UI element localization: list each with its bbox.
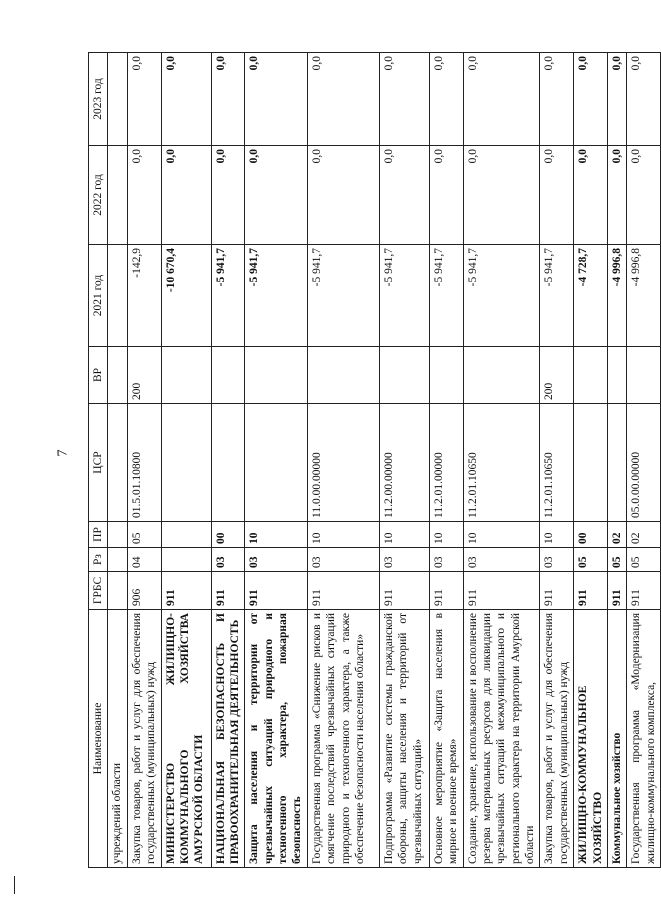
cell-grbs: 906 — [127, 572, 161, 610]
cell-name: МИНИСТЕРСТВО ЖИЛИЩНО-КОММУНАЛЬНОГО ХОЗЯЙСТВА АМУРСКОЙ ОБЛАСТИ — [161, 610, 211, 868]
table-row — [211, 53, 245, 868]
cell-rz — [108, 548, 127, 572]
cell-vr — [108, 347, 127, 404]
cell-2021: -4 728,7 — [574, 245, 608, 347]
col-header-vr: ВР — [89, 347, 108, 404]
cell-pr: 02 — [607, 522, 626, 548]
cell-2021: -142,9 — [127, 245, 161, 347]
cell-2023: 0,0 — [429, 53, 463, 146]
cell-2021 — [108, 245, 127, 347]
cell-vr — [245, 347, 308, 404]
budget-table-rotated — [88, 53, 657, 868]
cell-csr — [161, 404, 211, 522]
cell-csr — [607, 404, 626, 522]
cell-name: Создание, хранение, использование и восполнение резерва материальных ресурсов для ликвидации чрезвычайных ситуаций межмуниципального и регионального характера на территории Амурской области — [463, 610, 540, 868]
cell-pr: 02 — [627, 522, 661, 548]
col-header-pr: ПР — [89, 522, 108, 548]
cell-rz: 03 — [211, 548, 245, 572]
cell-2022: 0,0 — [379, 146, 429, 245]
scan-mark — [14, 876, 15, 894]
budget-table-container — [88, 53, 657, 868]
cell-rz: 05 — [574, 548, 608, 572]
cell-2023: 0,0 — [127, 53, 161, 146]
cell-2023 — [108, 53, 127, 146]
cell-grbs: 911 — [463, 572, 540, 610]
cell-2021: -5 941,7 — [463, 245, 540, 347]
cell-rz: 04 — [127, 548, 161, 572]
table-row — [463, 53, 540, 868]
col-header-grbs: ГРБС — [89, 572, 108, 610]
cell-2023: 0,0 — [607, 53, 626, 146]
cell-2021: -5 941,7 — [429, 245, 463, 347]
cell-2022: 0,0 — [540, 146, 574, 245]
cell-rz: 03 — [307, 548, 379, 572]
cell-grbs: 911 — [379, 572, 429, 610]
cell-pr: 10 — [429, 522, 463, 548]
cell-vr — [463, 347, 540, 404]
cell-rz: 03 — [379, 548, 429, 572]
cell-2023: 0,0 — [463, 53, 540, 146]
cell-csr — [211, 404, 245, 522]
cell-grbs: 911 — [211, 572, 245, 610]
cell-2022: 0,0 — [607, 146, 626, 245]
table-row — [540, 53, 574, 868]
cell-name: Основное мероприятие «Защита населения в мирное и военное время» — [429, 610, 463, 868]
cell-vr — [161, 347, 211, 404]
cell-2023: 0,0 — [627, 53, 661, 146]
cell-name: ЖИЛИЩНО-КОММУНАЛЬНОЕ ХОЗЯЙСТВО — [574, 610, 608, 868]
cell-2022: 0,0 — [627, 146, 661, 245]
cell-csr: 11.2.01.10650 — [463, 404, 540, 522]
cell-vr — [307, 347, 379, 404]
cell-2023: 0,0 — [245, 53, 308, 146]
table-row — [574, 53, 608, 868]
cell-2021: -5 941,7 — [211, 245, 245, 347]
cell-vr — [627, 347, 661, 404]
col-header-2022: 2022 год — [89, 146, 108, 245]
cell-rz: 03 — [540, 548, 574, 572]
cell-grbs — [108, 572, 127, 610]
cell-vr — [429, 347, 463, 404]
cell-grbs: 911 — [540, 572, 574, 610]
cell-rz: 03 — [429, 548, 463, 572]
cell-grbs: 911 — [574, 572, 608, 610]
page-number: 7 — [55, 449, 71, 457]
cell-name: Коммунальное хозяйство — [607, 610, 626, 868]
cell-name: Государственная программа «Снижение рисков и смягчение последствий чрезвычайных ситуаций природного и техногенного характера, а также обеспечение безопасности населения области» — [307, 610, 379, 868]
cell-rz: 03 — [463, 548, 540, 572]
cell-pr: 10 — [463, 522, 540, 548]
cell-2021: -4 996,8 — [627, 245, 661, 347]
cell-2021: -5 941,7 — [307, 245, 379, 347]
cell-pr — [161, 522, 211, 548]
cell-csr: 11.0.00.00000 — [307, 404, 379, 522]
cell-pr: 05 — [127, 522, 161, 548]
table-row — [127, 53, 161, 868]
cell-rz: 05 — [627, 548, 661, 572]
table-row — [108, 53, 127, 868]
cell-name: Защита населения и территории от чрезвычайных ситуаций природного и техногенного характера, пожарная безопасность — [245, 610, 308, 868]
cell-pr: 10 — [245, 522, 308, 548]
cell-2023: 0,0 — [574, 53, 608, 146]
cell-grbs: 911 — [607, 572, 626, 610]
cell-vr — [211, 347, 245, 404]
cell-name: Подпрограмма «Развитие системы гражданской обороны, защиты населения и территорий от чрезвычайных ситуаций» — [379, 610, 429, 868]
col-header-2023: 2023 год — [89, 53, 108, 146]
table-row — [245, 53, 308, 868]
table-row — [307, 53, 379, 868]
table-row — [161, 53, 211, 868]
cell-2023: 0,0 — [379, 53, 429, 146]
cell-grbs: 911 — [307, 572, 379, 610]
cell-grbs: 911 — [627, 572, 661, 610]
cell-csr — [245, 404, 308, 522]
cell-csr — [108, 404, 127, 522]
cell-2023: 0,0 — [161, 53, 211, 146]
cell-2021: -5 941,7 — [540, 245, 574, 347]
table-row — [379, 53, 429, 868]
cell-csr — [574, 404, 608, 522]
cell-vr — [607, 347, 626, 404]
cell-csr: 01.5.01.10800 — [127, 404, 161, 522]
col-header-2021: 2021 год — [89, 245, 108, 347]
cell-name: Закупка товаров, работ и услуг для обеспечения государственных (муниципальных) нужд — [540, 610, 574, 868]
cell-2021: -5 941,7 — [379, 245, 429, 347]
cell-vr — [574, 347, 608, 404]
cell-2023: 0,0 — [211, 53, 245, 146]
cell-2022: 0,0 — [429, 146, 463, 245]
cell-2022: 0,0 — [211, 146, 245, 245]
cell-csr: 11.2.01.10650 — [540, 404, 574, 522]
cell-csr: 05.0.00.00000 — [627, 404, 661, 522]
cell-vr: 200 — [127, 347, 161, 404]
cell-2022: 0,0 — [127, 146, 161, 245]
cell-name: Закупка товаров, работ и услуг для обеспечения государственных (муниципальных) нужд — [127, 610, 161, 868]
cell-2021: -5 941,7 — [245, 245, 308, 347]
col-header-csr: ЦСР — [89, 404, 108, 522]
table-header-row — [89, 53, 108, 868]
cell-pr: 10 — [379, 522, 429, 548]
cell-2022 — [108, 146, 127, 245]
cell-pr: 00 — [211, 522, 245, 548]
cell-pr — [108, 522, 127, 548]
col-header-rz: Рз — [89, 548, 108, 572]
cell-2022: 0,0 — [463, 146, 540, 245]
col-header-name: Наименование — [89, 610, 108, 868]
cell-pr: 10 — [307, 522, 379, 548]
cell-csr: 11.2.00.00000 — [379, 404, 429, 522]
cell-name: Государственная программа «Модернизация жилищно-коммунального комплекса, — [627, 610, 661, 868]
cell-2022: 0,0 — [161, 146, 211, 245]
cell-grbs: 911 — [161, 572, 211, 610]
cell-2023: 0,0 — [540, 53, 574, 146]
cell-name: НАЦИОНАЛЬНАЯ БЕЗОПАСНОСТЬ И ПРАВООХРАНИТЕЛЬНАЯ ДЕЯТЕЛЬНОСТЬ — [211, 610, 245, 868]
cell-vr — [379, 347, 429, 404]
table-body — [108, 53, 661, 868]
cell-rz — [161, 548, 211, 572]
cell-vr: 200 — [540, 347, 574, 404]
cell-2021: -10 670,4 — [161, 245, 211, 347]
cell-2022: 0,0 — [245, 146, 308, 245]
budget-table — [88, 52, 661, 868]
cell-2023: 0,0 — [307, 53, 379, 146]
cell-pr: 00 — [574, 522, 608, 548]
table-row — [627, 53, 661, 868]
cell-2022: 0,0 — [574, 146, 608, 245]
cell-grbs: 911 — [245, 572, 308, 610]
cell-name: учреждений области — [108, 610, 127, 868]
cell-rz: 05 — [607, 548, 626, 572]
cell-2022: 0,0 — [307, 146, 379, 245]
cell-csr: 11.2.01.00000 — [429, 404, 463, 522]
cell-2021: -4 996,8 — [607, 245, 626, 347]
cell-rz: 03 — [245, 548, 308, 572]
table-row — [429, 53, 463, 868]
cell-grbs: 911 — [429, 572, 463, 610]
table-row — [607, 53, 626, 868]
cell-pr: 10 — [540, 522, 574, 548]
